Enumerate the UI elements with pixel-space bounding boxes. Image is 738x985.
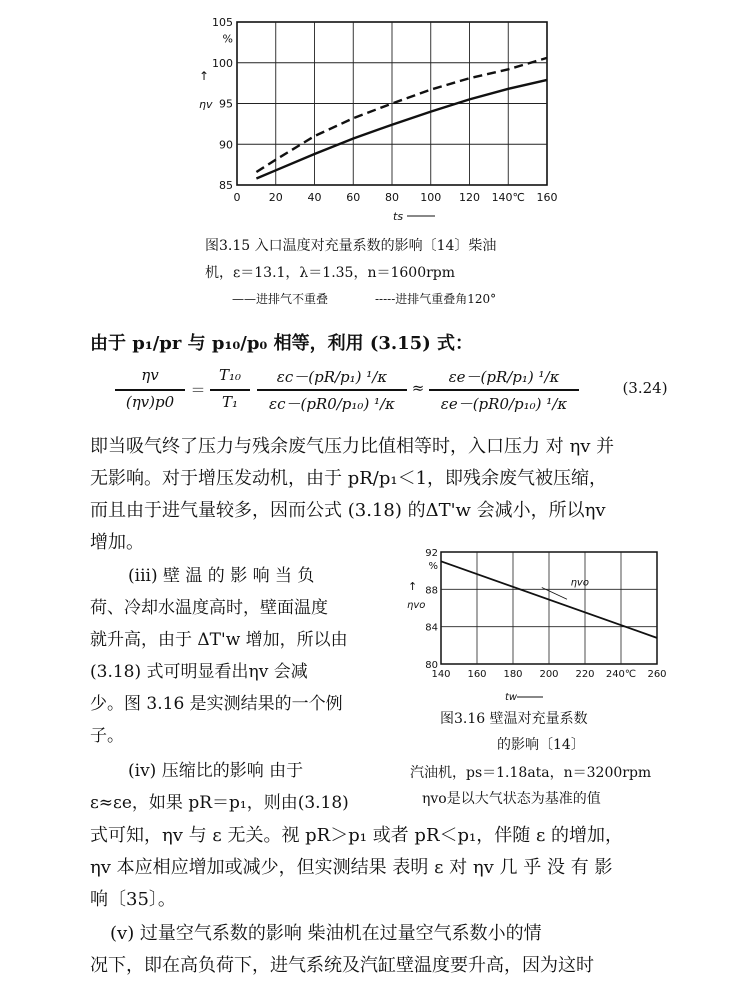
eq-mid-numerator: εc－(pR/p₁) ¹/κ <box>276 368 388 386</box>
y-axis-arrow-icon: ↑ <box>408 580 418 593</box>
paragraph-2-line2: 无影响。对于增压发动机，由于 pR/p₁＜1，即残余废气被压缩， <box>90 468 608 489</box>
series-line-overlap-120 <box>256 58 547 172</box>
paragraph-3-line2: 荷、冷却水温度高时，壁面温度 <box>90 598 328 618</box>
y-tick-label: 95 <box>219 97 233 111</box>
series-line-no-overlap <box>256 80 547 179</box>
x-tick-label: 260 <box>647 669 667 680</box>
figure-3-16-chart <box>405 540 685 705</box>
paragraph-5-line2: 况下，即在高负荷下，进气系统及汽缸壁温度要升高，因为这时 <box>90 955 594 976</box>
y-tick-label: % <box>222 32 233 46</box>
eq-right-denominator: εe－(pR0/p₁₀) ¹/κ <box>440 395 568 413</box>
paragraph-4-line4: ηv 本应相应增加或减少，但实测结果 表明 ε 对 ηv 几 乎 没 有 影 <box>90 857 613 878</box>
figure-3-15-caption-line1: 图3.15 入口温度对充量系数的影响〔14〕柴油 <box>205 238 497 254</box>
x-tick-label: 0 <box>233 191 241 204</box>
y-tick-label: % <box>428 561 438 573</box>
y-tick-label: 85 <box>219 179 233 192</box>
x-tick-label: 120 <box>459 191 480 204</box>
y-tick-label: 100 <box>212 56 233 70</box>
y-tick-label: 105 <box>212 16 233 29</box>
eq-t-fraction-bar <box>210 389 250 391</box>
y-tick-label: 92 <box>425 548 438 559</box>
x-tick-label: 20 <box>268 191 283 204</box>
figure-3-16-ylabel: ηvo <box>407 600 426 611</box>
eq-right-numerator: εe－(pR/p₁) ¹/κ <box>448 368 560 386</box>
figure-3-15-legend-solid: ——进排气不重叠 <box>232 292 329 306</box>
x-tick-label: 160 <box>536 191 558 204</box>
paragraph-3-line6: 子。 <box>90 726 124 746</box>
paragraph-4-line1: (iv) 压缩比的影响 由于 <box>128 761 304 781</box>
paragraph-3-line4: (3.18) 式可明显看出ηv 会减 <box>90 662 308 682</box>
x-tick-label: 240℃ <box>605 669 637 680</box>
paragraph-intro: 由于 p₁/pr 与 p₁₀/p₀ 相等，利用 (3.15) 式： <box>90 333 473 354</box>
x-tick-label: 80 <box>385 191 399 204</box>
figure-3-15-xlabel: ts <box>393 210 404 223</box>
x-tick-label: 100 <box>420 191 442 204</box>
figure-3-15-caption-line2: 机，ε＝13.1，λ＝1.35，n＝1600rpm <box>205 265 456 281</box>
paragraph-2-line4: 增加。 <box>90 532 144 553</box>
y-tick-label: 84 <box>425 622 438 634</box>
paragraph-2-line3: 而且由于进气量较多，因而公式 (3.18) 的ΔT'w 会减小，所以ηv <box>90 500 606 521</box>
paragraph-3-line3: 就升高，由于 ΔT'w 增加，所以由 <box>90 630 348 650</box>
x-tick-label: 220 <box>575 669 595 680</box>
x-tick-label: 60 <box>346 191 361 204</box>
eq-equals-sign: ＝ <box>190 381 206 399</box>
eq-lhs-fraction-bar <box>115 389 185 391</box>
paragraph-2-line1: 即当吸气终了压力与残余废气压力比值相等时，入口压力 对 ηv 并 <box>90 436 615 457</box>
eq-number: (3.24) <box>622 379 668 397</box>
y-tick-label: 88 <box>425 585 438 597</box>
x-tick-label: 140 <box>431 669 451 680</box>
equation-3-24 <box>95 366 715 426</box>
figure-3-16-curve-label: ηvo <box>570 577 589 589</box>
x-tick-label: 140℃ <box>491 191 525 204</box>
paragraph-4-line3: 式可知，ηv 与 ε 无关。视 pR＞p₁ 或者 pR＜p₁，伴随 ε 的增加， <box>90 825 624 846</box>
eq-t-denominator: T₁ <box>221 393 239 411</box>
figure-3-16-grid <box>441 552 657 664</box>
figure-3-15-ylabel: ηv <box>199 98 213 111</box>
eq-approx-sign: ≈ <box>411 379 425 397</box>
x-tick-label: 160 <box>467 669 487 680</box>
paragraph-3-line1: (iii) 壁 温 的 影 响 当 负 <box>128 566 315 586</box>
x-tick-label: 200 <box>539 669 559 680</box>
x-tick-label: 40 <box>307 191 322 204</box>
eq-mid-fraction-bar <box>257 389 407 391</box>
figure-3-15-series <box>256 58 547 179</box>
x-tick-label: 180 <box>503 669 523 680</box>
figure-3-16-caption-line3: 汽油机，ps＝1.18ata，n＝3200rpm <box>410 765 652 781</box>
figure-3-16-caption-line1: 图3.16 壁温对充量系数 <box>440 711 588 727</box>
eq-right-fraction-bar <box>429 389 579 391</box>
figure-3-16-xlabel: tw <box>505 692 518 703</box>
eq-t-numerator: T₁₀ <box>218 366 242 384</box>
y-tick-label: 90 <box>219 138 233 152</box>
figure-3-15-grid <box>237 22 547 185</box>
paragraph-4-line2: ε≈εe，如果 pR＝p₁，则由(3.18) <box>90 793 349 813</box>
eq-lhs-numerator: ηv <box>141 366 159 384</box>
paragraph-5-line1: (v) 过量空气系数的影响 柴油机在过量空气系数小的情 <box>110 923 542 944</box>
y-axis-arrow-icon: ↑ <box>199 69 210 83</box>
figure-3-15-legend-dashed: -----进排气重叠角120° <box>375 292 497 306</box>
y-tick-label: 80 <box>425 660 438 671</box>
figure-3-16-caption-line2: 的影响〔14〕 <box>497 737 585 753</box>
figure-3-15-chart <box>195 10 565 225</box>
figure-3-16-caption-line4: ηvo是以大气状态为基准的值 <box>422 791 601 807</box>
paragraph-3-line5: 少。图 3.16 是实测结果的一个例 <box>90 694 343 714</box>
paragraph-4-line5: 响〔35〕。 <box>90 889 176 910</box>
eq-mid-denominator: εc－(pR0/p₁₀) ¹/κ <box>269 395 395 413</box>
eq-lhs-denominator: (ηv)p0 <box>125 393 175 411</box>
